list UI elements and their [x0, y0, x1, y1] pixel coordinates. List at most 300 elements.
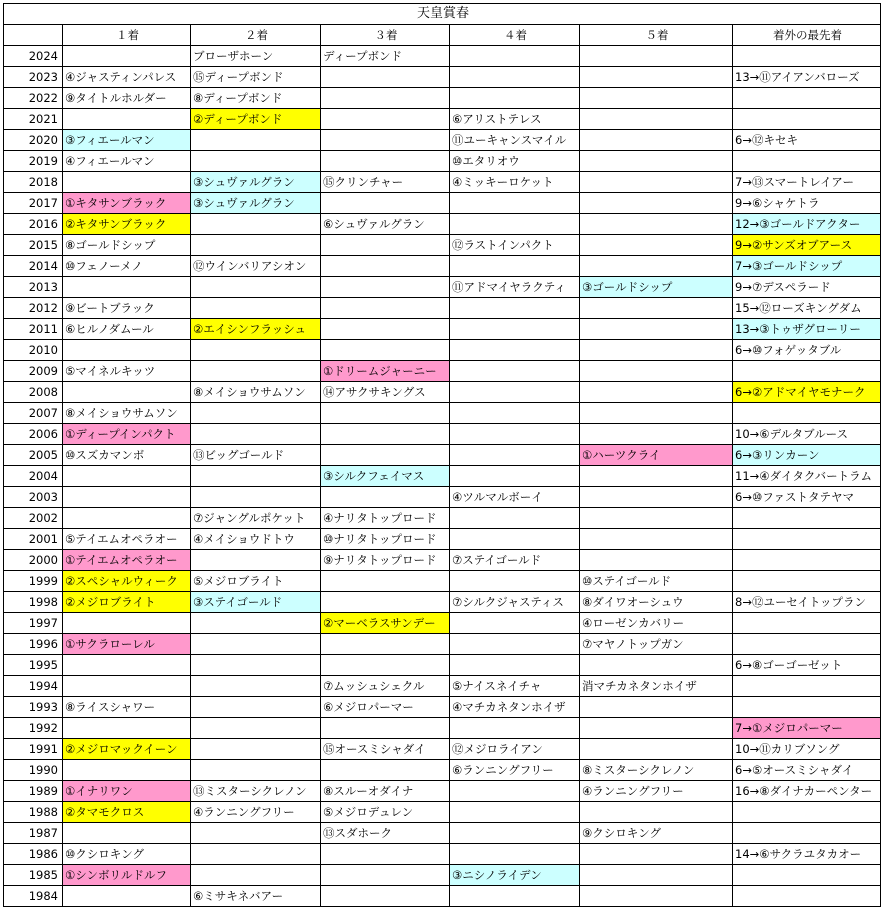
result-cell: ⑬ビッグゴールド: [191, 445, 321, 466]
result-cell: 7→⑬スマートレイアー: [733, 172, 881, 193]
result-cell: [580, 424, 733, 445]
table-row: [4, 256, 881, 277]
column-header: [4, 25, 63, 46]
result-cell: [450, 571, 580, 592]
result-cell: [191, 844, 321, 865]
result-cell: [321, 760, 450, 781]
result-cell: [580, 508, 733, 529]
year-cell: 1986: [4, 844, 63, 865]
result-cell: [580, 697, 733, 718]
result-cell: [580, 865, 733, 886]
result-cell: [321, 886, 450, 907]
result-cell: 消マチカネタンホイザ: [580, 676, 733, 697]
result-cell: 6→⑫キセキ: [733, 130, 881, 151]
result-cell: ⑥シュヴァルグラン: [321, 214, 450, 235]
table-row: [4, 151, 881, 172]
result-cell: ⑨クシロキング: [580, 823, 733, 844]
results-table: [3, 3, 881, 907]
result-cell: ③ステイゴールド: [191, 592, 321, 613]
table-row: [4, 403, 881, 424]
result-cell: [450, 634, 580, 655]
result-cell: ④フィエールマン: [63, 151, 191, 172]
result-cell: ②タマモクロス: [63, 802, 191, 823]
result-cell: ⑥アリストテレス: [450, 109, 580, 130]
result-cell: ④メイショウドトウ: [191, 529, 321, 550]
year-cell: 1995: [4, 655, 63, 676]
result-cell: [321, 235, 450, 256]
table-row: [4, 529, 881, 550]
table-row: [4, 382, 881, 403]
result-cell: ⑩ステイゴールド: [580, 571, 733, 592]
result-cell: 9→⑥シャケトラ: [733, 193, 881, 214]
result-cell: ⑮ディープボンド: [191, 67, 321, 88]
table-row: [4, 844, 881, 865]
result-cell: [321, 487, 450, 508]
year-cell: 1985: [4, 865, 63, 886]
result-cell: [450, 424, 580, 445]
table-row: [4, 676, 881, 697]
result-cell: [63, 382, 191, 403]
result-cell: ⑦シルクジャスティス: [450, 592, 580, 613]
result-cell: [191, 130, 321, 151]
result-cell: 10→⑪カリブソング: [733, 739, 881, 760]
year-cell: 2007: [4, 403, 63, 424]
result-cell: [63, 508, 191, 529]
result-cell: ⑤メジロブライト: [191, 571, 321, 592]
table-row: [4, 613, 881, 634]
result-cell: [450, 466, 580, 487]
result-cell: [191, 214, 321, 235]
result-cell: 14→⑥サクラユタカオー: [733, 844, 881, 865]
table-row: [4, 550, 881, 571]
year-cell: 2006: [4, 424, 63, 445]
result-cell: [450, 340, 580, 361]
result-cell: [450, 718, 580, 739]
result-cell: [580, 844, 733, 865]
result-cell: [191, 466, 321, 487]
result-cell: ②ディープボンド: [191, 109, 321, 130]
result-cell: ⑪アドマイヤラクティ: [450, 277, 580, 298]
year-cell: 2005: [4, 445, 63, 466]
result-cell: [321, 844, 450, 865]
table-row: [4, 214, 881, 235]
result-cell: [321, 403, 450, 424]
result-cell: [450, 193, 580, 214]
result-cell: [580, 319, 733, 340]
result-cell: 15→⑫ローズキングダム: [733, 298, 881, 319]
result-cell: [450, 445, 580, 466]
year-cell: 1994: [4, 676, 63, 697]
table-row: [4, 424, 881, 445]
year-cell: 1989: [4, 781, 63, 802]
year-cell: 1987: [4, 823, 63, 844]
result-cell: ⑧スルーオダイナ: [321, 781, 450, 802]
result-cell: [63, 277, 191, 298]
year-cell: 1992: [4, 718, 63, 739]
result-cell: 6→②アドマイヤモナーク: [733, 382, 881, 403]
year-cell: 1990: [4, 760, 63, 781]
result-cell: [580, 550, 733, 571]
table-row: [4, 466, 881, 487]
year-cell: 1996: [4, 634, 63, 655]
result-cell: ⑩エタリオウ: [450, 151, 580, 172]
table-row: [4, 781, 881, 802]
result-cell: ⑥ミサキネバアー: [191, 886, 321, 907]
result-cell: [191, 550, 321, 571]
year-cell: 1993: [4, 697, 63, 718]
result-cell: 7→①メジロパーマー: [733, 718, 881, 739]
year-cell: 2009: [4, 361, 63, 382]
column-header: ５着: [580, 25, 733, 46]
result-cell: ⑤マイネルキッツ: [63, 361, 191, 382]
result-cell: ⑭アサクサキングス: [321, 382, 450, 403]
result-cell: 6→⑤オースミシャダイ: [733, 760, 881, 781]
result-cell: [733, 613, 881, 634]
result-cell: ⑧ダイワオーシュウ: [580, 592, 733, 613]
result-cell: [580, 88, 733, 109]
result-cell: ①テイエムオペラオー: [63, 550, 191, 571]
result-cell: [321, 277, 450, 298]
result-cell: [450, 214, 580, 235]
year-cell: 2002: [4, 508, 63, 529]
result-cell: [191, 718, 321, 739]
result-cell: 9→⑦デスペラード: [733, 277, 881, 298]
year-cell: 2011: [4, 319, 63, 340]
result-cell: [321, 319, 450, 340]
result-cell: [191, 235, 321, 256]
result-cell: ④ツルマルボーイ: [450, 487, 580, 508]
table-row: [4, 487, 881, 508]
result-cell: [733, 403, 881, 424]
result-cell: [733, 151, 881, 172]
year-cell: 1984: [4, 886, 63, 907]
table-body: [4, 46, 881, 907]
result-cell: ⑧ライスシャワー: [63, 697, 191, 718]
year-cell: 1988: [4, 802, 63, 823]
result-cell: ②キタサンブラック: [63, 214, 191, 235]
result-cell: ③シルクフェイマス: [321, 466, 450, 487]
result-cell: [580, 67, 733, 88]
result-cell: [580, 529, 733, 550]
result-cell: [63, 172, 191, 193]
result-cell: [733, 529, 881, 550]
result-cell: ⑤ナイスネイチャ: [450, 676, 580, 697]
result-cell: [733, 697, 881, 718]
result-cell: ①ハーツクライ: [580, 445, 733, 466]
result-cell: [63, 886, 191, 907]
result-cell: 11→④ダイタクバートラム: [733, 466, 881, 487]
result-cell: ①サクラローレル: [63, 634, 191, 655]
result-cell: ④ランニングフリー: [191, 802, 321, 823]
year-cell: 2022: [4, 88, 63, 109]
result-cell: 6→③リンカーン: [733, 445, 881, 466]
result-cell: 8→⑫ユーセイトップラン: [733, 592, 881, 613]
year-cell: 2021: [4, 109, 63, 130]
table-row: [4, 235, 881, 256]
table-row: [4, 46, 881, 67]
result-cell: [191, 298, 321, 319]
result-cell: [63, 718, 191, 739]
result-cell: ④ナリタトップロード: [321, 508, 450, 529]
result-cell: [733, 634, 881, 655]
year-cell: 2003: [4, 487, 63, 508]
table-row: [4, 571, 881, 592]
column-header: １着: [63, 25, 191, 46]
result-cell: [733, 802, 881, 823]
result-cell: ⑦ステイゴールド: [450, 550, 580, 571]
result-cell: [580, 109, 733, 130]
year-cell: 2013: [4, 277, 63, 298]
result-cell: [580, 382, 733, 403]
result-cell: [450, 256, 580, 277]
table-row: [4, 319, 881, 340]
result-cell: [63, 613, 191, 634]
table-row: [4, 172, 881, 193]
result-cell: ⑧ゴールドシップ: [63, 235, 191, 256]
result-cell: [450, 67, 580, 88]
result-cell: ②マーベラスサンデー: [321, 613, 450, 634]
table-row: [4, 361, 881, 382]
result-cell: ③シュヴァルグラン: [191, 193, 321, 214]
result-cell: [321, 592, 450, 613]
result-cell: [63, 109, 191, 130]
result-cell: ⑮オースミシャダイ: [321, 739, 450, 760]
result-cell: [191, 403, 321, 424]
result-cell: [733, 571, 881, 592]
result-cell: [450, 382, 580, 403]
result-cell: ⑧メイショウサムソン: [63, 403, 191, 424]
result-cell: [580, 886, 733, 907]
result-cell: ⑦ムッシュシェクル: [321, 676, 450, 697]
result-cell: [580, 655, 733, 676]
result-cell: [580, 403, 733, 424]
year-cell: 2010: [4, 340, 63, 361]
result-cell: [450, 655, 580, 676]
year-cell: 2020: [4, 130, 63, 151]
result-cell: [580, 130, 733, 151]
column-header: 着外の最先着: [733, 25, 881, 46]
result-cell: ⑪ユーキャンスマイル: [450, 130, 580, 151]
table-row: [4, 508, 881, 529]
result-cell: 6→⑧ゴーゴーゼット: [733, 655, 881, 676]
year-cell: 2014: [4, 256, 63, 277]
column-header: ３着: [321, 25, 450, 46]
result-cell: [733, 88, 881, 109]
result-cell: ⑩フェノーメノ: [63, 256, 191, 277]
result-cell: [450, 403, 580, 424]
result-cell: 13→⑪アイアンバローズ: [733, 67, 881, 88]
table-row: [4, 67, 881, 88]
table-row: [4, 634, 881, 655]
result-cell: 6→⑩ファストタテヤマ: [733, 487, 881, 508]
result-cell: 16→⑧ダイナカーペンター: [733, 781, 881, 802]
result-cell: ⑦ジャングルポケット: [191, 508, 321, 529]
result-cell: [321, 655, 450, 676]
result-cell: [733, 823, 881, 844]
result-cell: [450, 802, 580, 823]
result-cell: 7→③ゴールドシップ: [733, 256, 881, 277]
table-row: [4, 130, 881, 151]
result-cell: ②メジロマックイーン: [63, 739, 191, 760]
result-cell: [191, 655, 321, 676]
result-cell: ⑦マヤノトップガン: [580, 634, 733, 655]
result-cell: [580, 487, 733, 508]
year-cell: 2019: [4, 151, 63, 172]
result-cell: ⑨ナリタトップロード: [321, 550, 450, 571]
result-cell: ③シュヴァルグラン: [191, 172, 321, 193]
result-cell: [321, 865, 450, 886]
result-cell: [450, 298, 580, 319]
result-cell: [450, 508, 580, 529]
result-cell: ④ミッキーロケット: [450, 172, 580, 193]
result-cell: [733, 46, 881, 67]
result-cell: ⑥ヒルノダムール: [63, 319, 191, 340]
result-cell: [191, 739, 321, 760]
result-cell: [321, 88, 450, 109]
result-cell: [191, 823, 321, 844]
result-cell: [580, 151, 733, 172]
result-cell: ディープボンド: [321, 46, 450, 67]
year-cell: 1999: [4, 571, 63, 592]
table-row: [4, 865, 881, 886]
result-cell: [733, 550, 881, 571]
result-cell: ⑤メジロデュレン: [321, 802, 450, 823]
result-cell: 6→⑩フォゲッタブル: [733, 340, 881, 361]
result-cell: ①キタサンブラック: [63, 193, 191, 214]
result-cell: [63, 466, 191, 487]
result-cell: 10→⑥デルタブルース: [733, 424, 881, 445]
result-cell: ⑬スダホーク: [321, 823, 450, 844]
table-row: [4, 277, 881, 298]
result-cell: [191, 487, 321, 508]
result-cell: [580, 256, 733, 277]
result-cell: 12→③ゴールドアクター: [733, 214, 881, 235]
result-cell: ブローザホーン: [191, 46, 321, 67]
table-row: [4, 697, 881, 718]
result-cell: ④マチカネタンホイザ: [450, 697, 580, 718]
result-cell: ⑩ナリタトップロード: [321, 529, 450, 550]
result-cell: [63, 823, 191, 844]
result-cell: ④ランニングフリー: [580, 781, 733, 802]
result-cell: [580, 802, 733, 823]
result-cell: [191, 151, 321, 172]
title-row: [4, 4, 881, 25]
table-row: [4, 592, 881, 613]
result-cell: [191, 676, 321, 697]
result-cell: [321, 193, 450, 214]
result-cell: [191, 634, 321, 655]
year-cell: 2016: [4, 214, 63, 235]
result-cell: [321, 130, 450, 151]
result-cell: [321, 298, 450, 319]
result-cell: ⑨ビートブラック: [63, 298, 191, 319]
table-row: [4, 298, 881, 319]
result-cell: [733, 361, 881, 382]
result-cell: ⑤テイエムオペラオー: [63, 529, 191, 550]
table-row: [4, 823, 881, 844]
result-cell: [191, 361, 321, 382]
result-cell: [191, 424, 321, 445]
result-cell: [450, 781, 580, 802]
table-row: [4, 739, 881, 760]
result-cell: [191, 340, 321, 361]
table-title: 天皇賞春: [4, 4, 881, 25]
result-cell: ④ジャスティンパレス: [63, 67, 191, 88]
result-cell: ⑥メジロパーマー: [321, 697, 450, 718]
year-cell: 1991: [4, 739, 63, 760]
result-cell: [321, 340, 450, 361]
table-row: [4, 88, 881, 109]
year-cell: 1998: [4, 592, 63, 613]
result-cell: [321, 151, 450, 172]
table-row: [4, 340, 881, 361]
result-cell: ⑩スズカマンボ: [63, 445, 191, 466]
result-cell: [321, 445, 450, 466]
year-cell: 2017: [4, 193, 63, 214]
result-cell: [321, 424, 450, 445]
result-cell: [321, 571, 450, 592]
result-cell: ④ローゼンカバリー: [580, 613, 733, 634]
result-cell: ⑨タイトルホルダー: [63, 88, 191, 109]
year-cell: 2001: [4, 529, 63, 550]
result-cell: [450, 529, 580, 550]
result-cell: [191, 613, 321, 634]
result-cell: [580, 361, 733, 382]
result-cell: ⑥ランニングフリー: [450, 760, 580, 781]
result-cell: ①ディープインパクト: [63, 424, 191, 445]
result-cell: [321, 718, 450, 739]
result-cell: [63, 676, 191, 697]
table-row: [4, 802, 881, 823]
result-cell: [321, 109, 450, 130]
year-cell: 2012: [4, 298, 63, 319]
result-cell: 9→②サンズオブアース: [733, 235, 881, 256]
result-cell: ①イナリワン: [63, 781, 191, 802]
result-cell: [580, 298, 733, 319]
result-cell: [580, 46, 733, 67]
table-row: [4, 886, 881, 907]
result-cell: ⑫ラストインパクト: [450, 235, 580, 256]
result-cell: [580, 235, 733, 256]
result-cell: ⑧ミスターシクレノン: [580, 760, 733, 781]
column-header: ４着: [450, 25, 580, 46]
result-cell: [580, 466, 733, 487]
result-cell: ②スペシャルウィーク: [63, 571, 191, 592]
year-cell: 2008: [4, 382, 63, 403]
result-cell: [321, 67, 450, 88]
result-cell: [580, 193, 733, 214]
result-cell: [733, 865, 881, 886]
result-cell: ⑧メイショウサムソン: [191, 382, 321, 403]
result-cell: ③フィエールマン: [63, 130, 191, 151]
result-cell: [580, 739, 733, 760]
result-cell: [191, 697, 321, 718]
table-row: [4, 718, 881, 739]
year-cell: 1997: [4, 613, 63, 634]
result-cell: [580, 340, 733, 361]
year-cell: 2015: [4, 235, 63, 256]
year-cell: 2018: [4, 172, 63, 193]
year-cell: 2023: [4, 67, 63, 88]
result-cell: [63, 487, 191, 508]
result-cell: [733, 109, 881, 130]
result-cell: [450, 319, 580, 340]
result-cell: ⑫ウインバリアシオン: [191, 256, 321, 277]
year-cell: 2024: [4, 46, 63, 67]
result-cell: [191, 277, 321, 298]
result-cell: ⑬ミスターシクレノン: [191, 781, 321, 802]
result-cell: [450, 46, 580, 67]
